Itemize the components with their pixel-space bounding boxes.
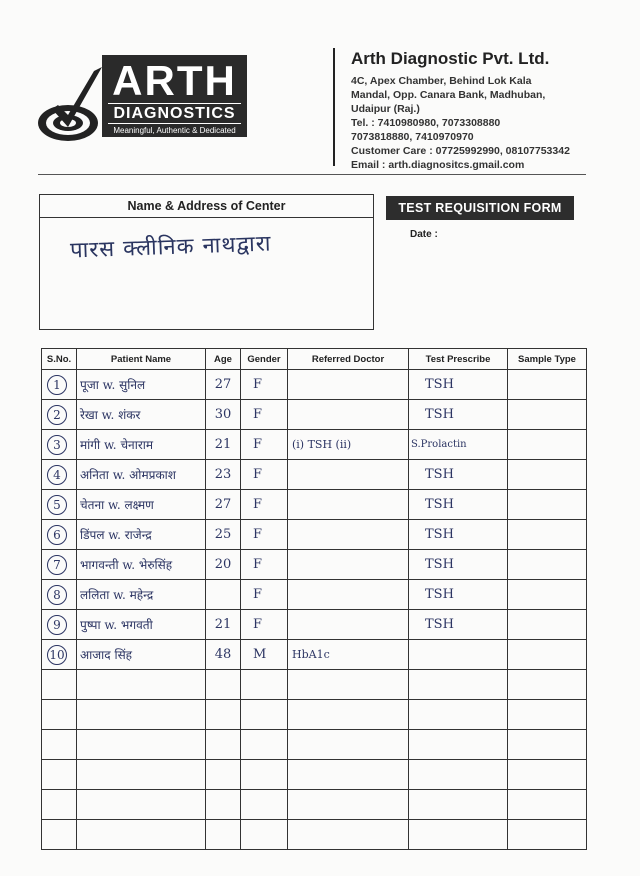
patient-name-cell[interactable] xyxy=(77,820,206,850)
center-title: Name & Address of Center xyxy=(40,195,373,218)
patient-name-cell[interactable]: अनिता w. ओमप्रकाश xyxy=(77,460,206,490)
sno-cell xyxy=(42,640,77,670)
gender-cell[interactable]: F xyxy=(241,370,288,400)
test-cell[interactable] xyxy=(409,730,508,760)
logo-tagline: Meaningful, Authentic & Dedicated xyxy=(113,126,236,135)
table-row xyxy=(42,520,587,550)
test-cell[interactable]: TSH xyxy=(409,580,508,610)
sample-type-cell[interactable] xyxy=(508,640,587,670)
patient-name-cell[interactable]: ललिता w. महेन्द्र xyxy=(77,580,206,610)
sno-number: 7 xyxy=(47,555,67,575)
test-cell[interactable] xyxy=(409,760,508,790)
table-row xyxy=(42,550,587,580)
age-cell[interactable] xyxy=(206,670,241,700)
sample-type-cell[interactable] xyxy=(508,610,587,640)
gender-cell[interactable] xyxy=(241,790,288,820)
sno-cell xyxy=(42,730,77,760)
table-row xyxy=(42,430,587,460)
referred-doctor-cell[interactable] xyxy=(288,670,409,700)
age-cell[interactable]: 30 xyxy=(206,400,241,430)
sno-number: 10 xyxy=(47,645,67,665)
referred-doctor-cell[interactable] xyxy=(288,460,409,490)
sno-cell xyxy=(42,580,77,610)
company-address xyxy=(351,74,621,172)
logo-brand: ARTH xyxy=(112,57,237,104)
gender-cell[interactable]: F xyxy=(241,430,288,460)
sno-number: 3 xyxy=(47,435,67,455)
age-cell[interactable]: 48 xyxy=(206,640,241,670)
gender-cell[interactable] xyxy=(241,730,288,760)
age-cell[interactable]: 25 xyxy=(206,520,241,550)
table-row xyxy=(42,370,587,400)
age-cell[interactable] xyxy=(206,700,241,730)
table-row xyxy=(42,400,587,430)
referred-doctor-cell[interactable] xyxy=(288,400,409,430)
test-cell[interactable] xyxy=(409,790,508,820)
referred-doctor-cell[interactable] xyxy=(288,490,409,520)
test-cell[interactable] xyxy=(409,670,508,700)
sno-cell xyxy=(42,550,77,580)
sample-type-cell[interactable] xyxy=(508,460,587,490)
referred-doctor-cell[interactable] xyxy=(288,700,409,730)
address-line: Udaipur (Raj.) xyxy=(351,103,420,115)
sample-type-cell[interactable] xyxy=(508,760,587,790)
patient-name-cell[interactable] xyxy=(77,700,206,730)
age-cell[interactable] xyxy=(206,760,241,790)
customer-care-line: Customer Care : 07725992990, 08107753342 xyxy=(351,145,570,157)
sno-number: 4 xyxy=(47,465,67,485)
sample-type-cell[interactable] xyxy=(508,370,587,400)
sno-cell xyxy=(42,610,77,640)
sample-type-cell[interactable] xyxy=(508,820,587,850)
table-row-empty xyxy=(42,790,587,820)
patient-name-cell[interactable]: चेतना w. लक्ष्मण xyxy=(77,490,206,520)
sno-number: 9 xyxy=(47,615,67,635)
test-cell[interactable]: TSH xyxy=(409,610,508,640)
sno-number: 1 xyxy=(47,375,67,395)
header-sno: S.No. xyxy=(42,349,77,370)
logo-sub: DIAGNOSTICS xyxy=(108,103,241,124)
sample-type-cell[interactable] xyxy=(508,730,587,760)
sample-type-cell[interactable] xyxy=(508,550,587,580)
referred-doctor-cell[interactable]: (i) TSH (ii) xyxy=(288,430,409,460)
sample-type-cell[interactable] xyxy=(508,520,587,550)
patient-name-cell[interactable] xyxy=(77,730,206,760)
test-cell[interactable]: TSH xyxy=(409,520,508,550)
table-row-empty xyxy=(42,670,587,700)
table-row-empty xyxy=(42,760,587,790)
age-cell[interactable]: 27 xyxy=(206,490,241,520)
gender-cell[interactable]: F xyxy=(241,610,288,640)
patient-name-cell[interactable]: डिंपल w. राजेन्द्र xyxy=(77,520,206,550)
table-row xyxy=(42,460,587,490)
patient-table xyxy=(41,348,587,850)
sno-cell xyxy=(42,790,77,820)
sample-type-cell[interactable] xyxy=(508,400,587,430)
target-check-icon xyxy=(36,65,106,145)
center-box xyxy=(39,194,374,330)
referred-doctor-cell[interactable] xyxy=(288,820,409,850)
company-logo xyxy=(36,55,252,141)
patient-name-cell[interactable]: पूजा w. सुनिल xyxy=(77,370,206,400)
sno-cell xyxy=(42,370,77,400)
age-cell[interactable]: 21 xyxy=(206,610,241,640)
header-patient-name: Patient Name xyxy=(77,349,206,370)
sno-cell xyxy=(42,520,77,550)
age-cell[interactable]: 23 xyxy=(206,460,241,490)
table-row-empty xyxy=(42,820,587,850)
sno-cell xyxy=(42,430,77,460)
referred-doctor-cell[interactable] xyxy=(288,580,409,610)
sample-type-cell[interactable] xyxy=(508,790,587,820)
sno-cell xyxy=(42,700,77,730)
test-cell[interactable]: TSH xyxy=(409,370,508,400)
email-line: Email : arth.diagnositcs.gmail.com xyxy=(351,159,525,171)
gender-cell[interactable]: F xyxy=(241,520,288,550)
age-cell[interactable] xyxy=(206,580,241,610)
gender-cell[interactable]: F xyxy=(241,400,288,430)
gender-cell[interactable]: F xyxy=(241,580,288,610)
referred-doctor-cell[interactable] xyxy=(288,520,409,550)
patient-name-cell[interactable]: रेखा w. शंकर xyxy=(77,400,206,430)
gender-cell[interactable]: F xyxy=(241,550,288,580)
sno-cell xyxy=(42,400,77,430)
sno-number: 5 xyxy=(47,495,67,515)
table-header-row xyxy=(42,349,587,370)
patient-name-cell[interactable] xyxy=(77,670,206,700)
header-sample-type: Sample Type xyxy=(508,349,587,370)
test-cell[interactable] xyxy=(409,820,508,850)
test-cell[interactable]: TSH xyxy=(409,400,508,430)
table-row xyxy=(42,640,587,670)
gender-cell[interactable] xyxy=(241,700,288,730)
sno-number: 6 xyxy=(47,525,67,545)
referred-doctor-cell[interactable] xyxy=(288,760,409,790)
age-cell[interactable] xyxy=(206,820,241,850)
date-label: Date : xyxy=(410,229,438,240)
patient-name-cell[interactable]: मांगी w. चेनाराम xyxy=(77,430,206,460)
test-cell[interactable]: TSH xyxy=(409,460,508,490)
sno-number: 2 xyxy=(47,405,67,425)
patient-name-cell[interactable] xyxy=(77,790,206,820)
test-cell[interactable]: TSH xyxy=(409,550,508,580)
gender-cell[interactable] xyxy=(241,820,288,850)
table-row-empty xyxy=(42,700,587,730)
patient-name-cell[interactable] xyxy=(77,760,206,790)
sno-number: 8 xyxy=(47,585,67,605)
referred-doctor-cell[interactable] xyxy=(288,730,409,760)
header-age: Age xyxy=(206,349,241,370)
address-line: 4C, Apex Chamber, Behind Lok Kala xyxy=(351,75,532,87)
logo-box xyxy=(102,55,247,137)
age-cell[interactable]: 27 xyxy=(206,370,241,400)
age-cell[interactable]: 20 xyxy=(206,550,241,580)
gender-cell[interactable] xyxy=(241,670,288,700)
sample-type-cell[interactable] xyxy=(508,700,587,730)
form-title: TEST REQUISITION FORM xyxy=(386,196,574,220)
header-divider xyxy=(333,48,335,166)
referred-doctor-cell[interactable] xyxy=(288,610,409,640)
table-row xyxy=(42,610,587,640)
sno-cell xyxy=(42,490,77,520)
sample-type-cell[interactable] xyxy=(508,670,587,700)
referred-doctor-cell[interactable] xyxy=(288,370,409,400)
telephone-line: Tel. : 7410980980, 7073308880 xyxy=(351,117,501,129)
sample-type-cell[interactable] xyxy=(508,580,587,610)
age-cell[interactable] xyxy=(206,790,241,820)
table-row-empty xyxy=(42,730,587,760)
referred-doctor-cell[interactable]: HbA1c xyxy=(288,640,409,670)
age-cell[interactable] xyxy=(206,730,241,760)
company-info xyxy=(351,48,621,172)
sample-type-cell[interactable] xyxy=(508,490,587,520)
patient-name-cell[interactable]: आजाद सिंह xyxy=(77,640,206,670)
test-cell[interactable] xyxy=(409,640,508,670)
sno-cell xyxy=(42,760,77,790)
sno-cell xyxy=(42,460,77,490)
test-cell[interactable]: TSH xyxy=(409,490,508,520)
table-row xyxy=(42,580,587,610)
center-name-handwritten[interactable]: पारस क्लीनिक नाथद्वारा xyxy=(69,231,272,264)
table-row xyxy=(42,490,587,520)
test-cell[interactable] xyxy=(409,700,508,730)
header-test-prescribe: Test Prescribe xyxy=(409,349,508,370)
header-referred-doctor: Referred Doctor xyxy=(288,349,409,370)
header-rule xyxy=(38,174,586,175)
patient-name-cell[interactable]: भागवन्ती w. भेरुसिंह xyxy=(77,550,206,580)
age-cell[interactable]: 21 xyxy=(206,430,241,460)
referred-doctor-cell[interactable] xyxy=(288,550,409,580)
telephone-line: 7073818880, 7410970970 xyxy=(351,131,474,143)
referred-doctor-cell[interactable] xyxy=(288,790,409,820)
patient-name-cell[interactable]: पुष्पा w. भगवती xyxy=(77,610,206,640)
sno-cell xyxy=(42,670,77,700)
gender-cell[interactable]: F xyxy=(241,460,288,490)
gender-cell[interactable] xyxy=(241,760,288,790)
gender-cell[interactable]: F xyxy=(241,490,288,520)
sno-cell xyxy=(42,820,77,850)
company-name: Arth Diagnostic Pvt. Ltd. xyxy=(351,49,550,68)
sample-type-cell[interactable] xyxy=(508,430,587,460)
test-cell[interactable]: S.Prolactin xyxy=(409,430,508,460)
address-line: Mandal, Opp. Canara Bank, Madhuban, xyxy=(351,89,546,101)
gender-cell[interactable]: M xyxy=(241,640,288,670)
header-gender: Gender xyxy=(241,349,288,370)
